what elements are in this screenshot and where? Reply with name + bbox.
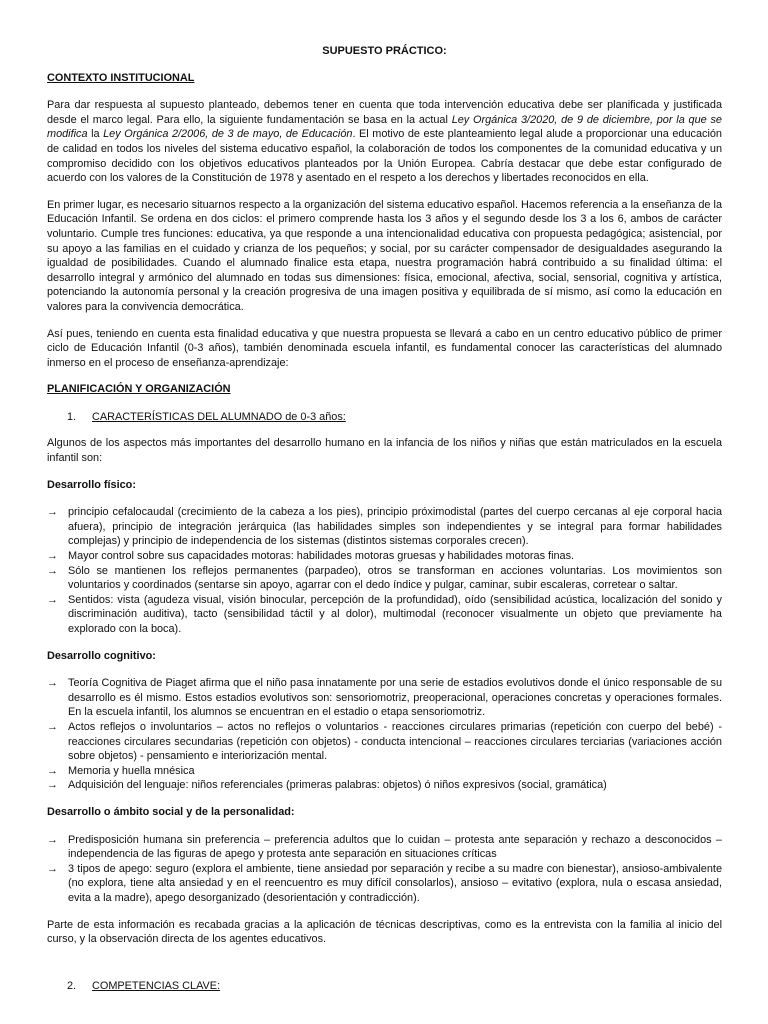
list-item-text: 3 tipos de apego: seguro (explora el ambiente, tiene ansiedad por separación y recibe a su madre con bienestar), ansioso-ambivalente (no explora, tiene alta ansiedad y en el reencuentro es muy difícil consolarlos), ansioso – evitativo (explora, nula o escasa ansiedad, evita a la madre), apego desorganizado (desorientación y contradicción). [68, 862, 722, 904]
numbered-item-2 [47, 979, 722, 994]
paragraph-intro: Algunos de los aspectos más importantes del desarrollo humano en la infancia de los niños y niñas que están matriculados en la escuela infantil son: [47, 437, 722, 465]
list-item [47, 778, 722, 793]
subheading-cognitivo: Desarrollo cognitivo: [47, 649, 156, 662]
subheading-fisico: Desarrollo físico: [47, 478, 136, 491]
text-segment: la [87, 128, 104, 141]
list-item [47, 505, 722, 549]
arrow-icon: → [47, 720, 58, 733]
list-cognitivo [47, 676, 722, 793]
list-item [47, 676, 722, 720]
list-item [47, 593, 722, 637]
item-number: 1. [67, 410, 77, 423]
list-item-text: Teoría Cognitiva de Piaget afirma que el niño pasa innatamente por una serie de estadios evolutivos donde el único responsable de su desarrollo es él mismo. Estos estadios evolutivos son: sensoriomotriz, preoperacional, operaciones concretas y operaciones formales. En la escuela infantil, los alumnos se encuentran en el estadio o etapa sensoriomotriz. [68, 677, 722, 719]
list-item [47, 720, 722, 764]
list-social [47, 833, 722, 906]
item-number: 2. [67, 979, 77, 992]
arrow-icon: → [47, 506, 58, 519]
list-item [47, 764, 722, 779]
section-spacer [47, 959, 722, 979]
subheading-social: Desarrollo o ámbito social y de la personalidad: [47, 805, 295, 818]
list-item-text: Predisposición humana sin preferencia – preferencia adultos que lo cuidan – protesta ante separación y rechazo a desconocidos – independencia de las figuras de apego y protesta ante separación en situaciones críticas [68, 833, 722, 861]
list-item-text: Memoria y huella mnésica [68, 764, 195, 777]
law-reference: Ley Orgánica 2/2006, de 3 de mayo, de Educación [103, 128, 353, 141]
paragraph-contexto-3: Así pues, teniendo en cuenta esta finalidad educativa y que nuestra propuesta se llevará a cabo en un centro educativo público de primer ciclo de Educación Infantil (0-3 años), también denominada escuela infantil, es fundamental conocer las características del alumnado inmerso en el proceso de enseñanza-aprendizaje: [47, 327, 722, 369]
list-item [47, 833, 722, 862]
arrow-icon: → [47, 862, 58, 875]
list-item-text: Sentidos: vista (agudeza visual, visión binocular, percepción de la profundidad), oído (sensibilidad acústica, localización del sonido y discriminación auditiva), tacto (sensibilidad táctil y al dolor), multimodal (reconocer visualmente un objeto que previamente ha explorado con la boca). [68, 593, 722, 635]
heading-planificacion: PLANIFICACIÓN Y ORGANIZACIÓN [47, 383, 231, 396]
law-reference: Ley Orgánica 3/2020, de 9 de diciembre, por la que se modifica [47, 113, 722, 141]
item-title: CARACTERÍSTICAS DEL ALUMNADO de 0-3 años: [92, 410, 346, 423]
arrow-icon: → [47, 550, 58, 563]
list-item-text: Sólo se mantienen los reflejos permanentes (parpadeo), otros se transforman en acciones voluntarias. Los movimientos son voluntarios y coordinados (sentarse sin apoyo, agarrar con el dedo índice y pulgar, caminar, subir escaleras, corretear o saltar. [68, 564, 722, 592]
paragraph-contexto-2: En primer lugar, es necesario situarnos respecto a la organización del sistema educativo español. Hacemos referencia a la enseñanza de la Educación Infantil. Se ordena en dos ciclos: el primero comprende hasta los 3 años y el segundo desde los 3 a los 6, ambos de carácter voluntario. Cumple tres funciones: educativa, ya que responde a una intencionalidad educativa con propuesta pedagógica; asistencial, por su apoyo a las familias en el cuidado y crianza de los pequeños; y social, por su carácter compensador de desigualdades asegurando la igualdad de posibilidades. Cuando el alumnado finalice esta etapa, nuestra programación habrá contribuido a su finalidad última: el desarrollo integral y armónico del alumnado en todas sus dimensiones: física, emocional, afectiva, social, sensorial, cognitiva y artística, potenciando la autonomía personal y la creación progresiva de una imagen positiva y equilibrada de sí mismo, así como la educación en valores para la convivencia democrática. [47, 198, 722, 313]
list-item-text: Actos reflejos o involuntarios – actos no reflejos o voluntarios - reacciones circulares primarias (repetición con cuerpo del bebé) - reacciones circulares secundarias (repetición con objetos) - conducta intencional – reacciones circulares terciarias (variaciones acción sobre objetos) - pensamiento e interiorización mental. [68, 720, 722, 763]
text-segment: Para dar respuesta al supuesto planteado, debemos tener en cuenta que toda intervención educativa debe ser planificada y justificada desde el marco legal. Para ello, la siguiente fundamentación se basa en la actual [47, 99, 722, 126]
paragraph-contexto-1 [47, 98, 722, 186]
arrow-icon: → [47, 779, 58, 792]
numbered-item-1 [47, 410, 722, 425]
list-item-text: Mayor control sobre sus capacidades motoras: habilidades motoras gruesas y habilidades motoras finas. [68, 550, 575, 563]
arrow-icon: → [47, 564, 58, 577]
list-item [47, 862, 722, 906]
text-segment: . El motivo de este planteamiento legal alude a proporcionar una educación de calidad en todos los niveles del sistema educativo español, la colaboración de todos los componentes de la comunidad educativa y un compromiso decidido con los objetivos educativos planteados por la Unión Europea. Cabría destacar que debe estar configurado de acuerdo con los valores de la Constitución de 1978 y asentado en el respeto a los derechos y libertades reconocidos en ella. [47, 128, 722, 185]
list-fisico [47, 505, 722, 636]
arrow-icon: → [47, 833, 58, 846]
list-item [47, 564, 722, 593]
item-title: COMPETENCIAS CLAVE: [92, 979, 221, 992]
document-title: SUPUESTO PRÁCTICO: [322, 45, 447, 57]
arrow-icon: → [47, 593, 58, 606]
list-item [47, 549, 722, 564]
heading-contexto: CONTEXTO INSTITUCIONAL [47, 71, 195, 84]
list-item-text: Adquisición del lenguaje: niños referenciales (primeras palabras: objetos) ó niños expresivos (social, gramática) [68, 779, 607, 792]
arrow-icon: → [47, 677, 58, 690]
paragraph-closing: Parte de esta información es recabada gracias a la aplicación de técnicas descriptivas, como es la entrevista con la familia al inicio del curso, y la observación directa de los agentes educativos. [47, 918, 722, 946]
list-item-text: principio cefalocaudal (crecimiento de la cabeza a los pies), principio próximodistal (partes del cuerpo cercanas al eje corporal hacia afuera), principio de integración jerárquica (las habilidades simples son independientes y se integral para formar habilidades complejas) y principio de independencia de los sistemas (distintos sistemas corporales crecen). [68, 506, 722, 548]
arrow-icon: → [47, 764, 58, 777]
